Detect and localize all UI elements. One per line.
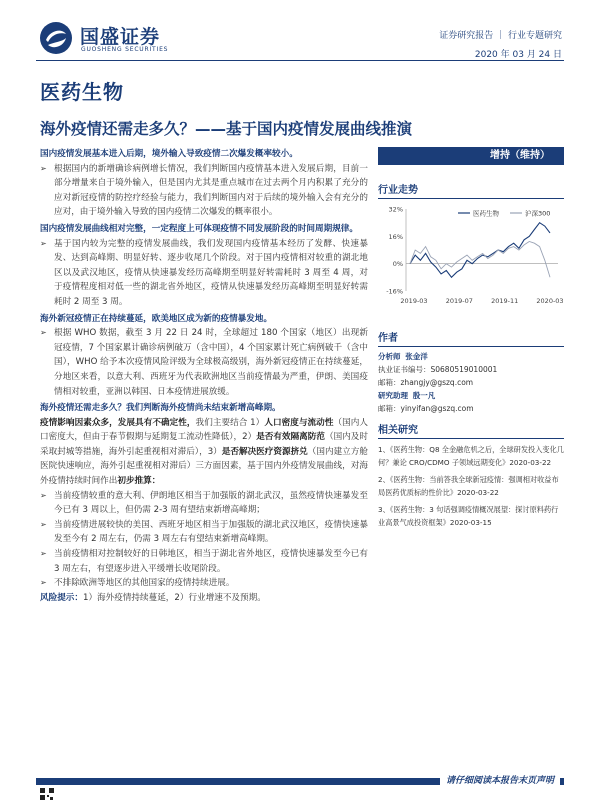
heading-overseas: 海外新冠疫情正在持续蔓延，欧美地区成为新的疫情暴发地。 [40, 313, 273, 324]
logo-chinese-name: 国盛证券 [80, 26, 161, 48]
paragraph-curve: ➢ 基于国内较为完整的疫情发展曲线，我们发现国内疫情基本经历了发酵、快速暴发、达到高峰期、明显好转、逐步收尾几个阶段。对于国内疫情相对较重的湖北地区以及武汉地区，疫情从快速暴发经历高峰期至明显好转需耗时 3 周至 4 周，对于疫情程度相对低一些的湖北省外地区，疫情从快速暴发经历高峰期至明显好转需耗时 2 周至 3 周。 [40, 238, 368, 307]
series-line-pharma [410, 223, 550, 278]
heading-domestic-stage: 国内疫情发展基本进入后期，境外输入导致疫情二次爆发概率较小。 [40, 149, 298, 159]
x-tick-label: 2019-07 [445, 297, 473, 305]
bullet-icon: ➢ [40, 519, 47, 529]
heading-curve: 国内疫情发展曲线相对完整，一定程度上可体现疫情不同发展阶段的时间周期规律。 [40, 223, 358, 234]
risk-warning: 风险提示：1）海外疫情持续蔓延，2）行业增速不及预期。 [40, 592, 266, 603]
related-item[interactable]: 1、《医药生物：Q8 全金融危机之后，全球研发投入变化几何？兼论 CRO/CDMO 子领域远期变化》2020-03-22 [378, 445, 564, 467]
y-tick-label: -16% [386, 287, 403, 296]
y-tick-label: 0% [392, 260, 403, 269]
trend-chart [378, 199, 564, 311]
x-tick-label: 2019-11 [491, 297, 519, 305]
x-tick-label: 2019-03 [400, 297, 428, 305]
assistant-email: 邮箱：yinyifan@gszq.com [378, 404, 474, 413]
subpoint-us-spain: ➢ 当前疫情进展较快的美国、西班牙地区相当于加强版的湖北武汉地区，疫情快速暴发至今有 2 周左右，仍需 3 周左右有望结束新增高峰期。 [40, 519, 368, 545]
paragraph-domestic-stage: ➢ 根据国内的新增确诊病例增长情况，我们判断国内疫情基本进入发展后期，目前一部分增量来自于境外输入，但是国内尤其是重点城市在过去两个月内积累了充分的应对新冠疫情的防控疗经验与能力，我们判断国内对于后续的境外输入会有充分的应对，由于境外输入导致的国内疫情二次爆发的概率很小。 [40, 163, 368, 218]
series-line-csi300 [410, 242, 550, 278]
y-tick-label: 32% [388, 205, 403, 214]
header-divider [36, 60, 564, 61]
analyst-info: 分析师 张金洋 执业证书编号：S0680519010001 邮箱：zhangjy@gszq.com 研究助理 殷一凡 邮箱：yinyifan@gszq.com [378, 350, 564, 415]
rating-badge: 增持（维持） [378, 147, 564, 165]
heading-duration: 海外疫情还需走多久？我们判断海外疫情尚未结束新增高峰期。 [40, 403, 281, 414]
industry-title: 医药生物 [40, 80, 124, 104]
related-list [378, 443, 564, 529]
sidebar [378, 147, 564, 529]
bullet-icon: ➢ [40, 328, 47, 338]
related-section-title: 相关研究 [378, 421, 564, 439]
paragraph-overseas: ➢ 根据 WHO 数据，截至 3 月 22 日 24 时，全球超过 180 个国家（地区）出现新冠疫情，7 个国家累计确诊病例破万（含中国），4 个国家累计死亡病例破千（含中国），WHO 给予本次疫情风险评级为全球极高级别，海外新冠疫情正在持续蔓延，分地区来看，以意大利、西班牙为代表欧洲地区当前疫情最为严重，伊朗、美国疫情相对较重，亚洲以韩国、日本疫情进展放缓。 [40, 328, 368, 397]
bullet-icon: ➢ [40, 578, 47, 588]
subpoint-italy-iran: ➢ 当前疫情较重的意大利、伊朗地区相当于加强版的湖北武汉，虽然疫情快速暴发至今已有 3 周以上，但仍需 2-3 周有望结束新增高峰期； [40, 490, 368, 516]
company-logo [38, 18, 188, 60]
bullet-icon: ➢ [40, 238, 47, 248]
related-item[interactable]: 3、《医药生物：3 句话强调疫情概况展望：探讨原料药行业高景气成投资框架》2020-03-15 [378, 505, 559, 527]
report-title: 海外疫情还需走多久？——基于国内疫情发展曲线推演 [40, 120, 413, 138]
qr-code-icon [40, 788, 54, 800]
report-type: 证券研究报告 ｜ 行业专题研究 [439, 31, 562, 41]
bullet-icon: ➢ [40, 490, 47, 500]
paragraph-factors: 疫情影响因素众多，发展具有不确定性，我们主要结合 1）人口密度与流动性（国内人口密度大，但由于春节假期与延期复工流动性降低），2）是否有效隔离防范（国内及时采取封城等措施，海外引起重视相对滞后），3）是否解决医疗资源挤兑（国内建立方舱医院快速响应，海外引起重视相对滞后）三方面因素，基于国内外疫情发展曲线，对海外疫情持续时间作出初步推算： [40, 417, 368, 487]
subpoint-japan-korea: ➢ 当前疫情相对控制较好的日韩地区，相当于湖北省外地区，疫情快速暴发至今已有 3 周左右，有望逐步进入平缓增长收尾阶段。 [40, 549, 368, 574]
logo-english-name: GUOSHENG SECURITIES [81, 46, 169, 53]
subpoint-europe: ➢ 不排除欧洲等地区的其他国家的疫情持续进展。 [40, 576, 368, 591]
bullet-icon: ➢ [40, 549, 47, 559]
logo-mark-icon [38, 20, 74, 56]
footer-disclaimer: 请仔细阅读本报告末页声明 [440, 777, 560, 786]
bullet-icon: ➢ [40, 163, 47, 173]
analyst-section-title: 作者 [378, 329, 564, 347]
legend-label: 沪深300 [525, 209, 551, 218]
trend-section-title: 行业走势 [378, 181, 564, 199]
main-content [40, 147, 368, 605]
related-item[interactable]: 2、《医药生物：当前答我全球新冠疫情：强调相对收益布局医药优质标的性价比》2020-03-22 [378, 475, 559, 497]
legend-label: 医药生物 [473, 209, 499, 218]
trend-chart-svg [378, 199, 564, 311]
y-tick-label: 16% [388, 232, 403, 241]
report-date: 2020 年 03 月 24 日 [474, 50, 562, 60]
x-tick-label: 2020-03 [536, 297, 564, 305]
analyst-cert: 执业证书编号：S0680519010001 [378, 365, 498, 374]
analyst-email: 邮箱：zhangjy@gszq.com [378, 378, 474, 387]
